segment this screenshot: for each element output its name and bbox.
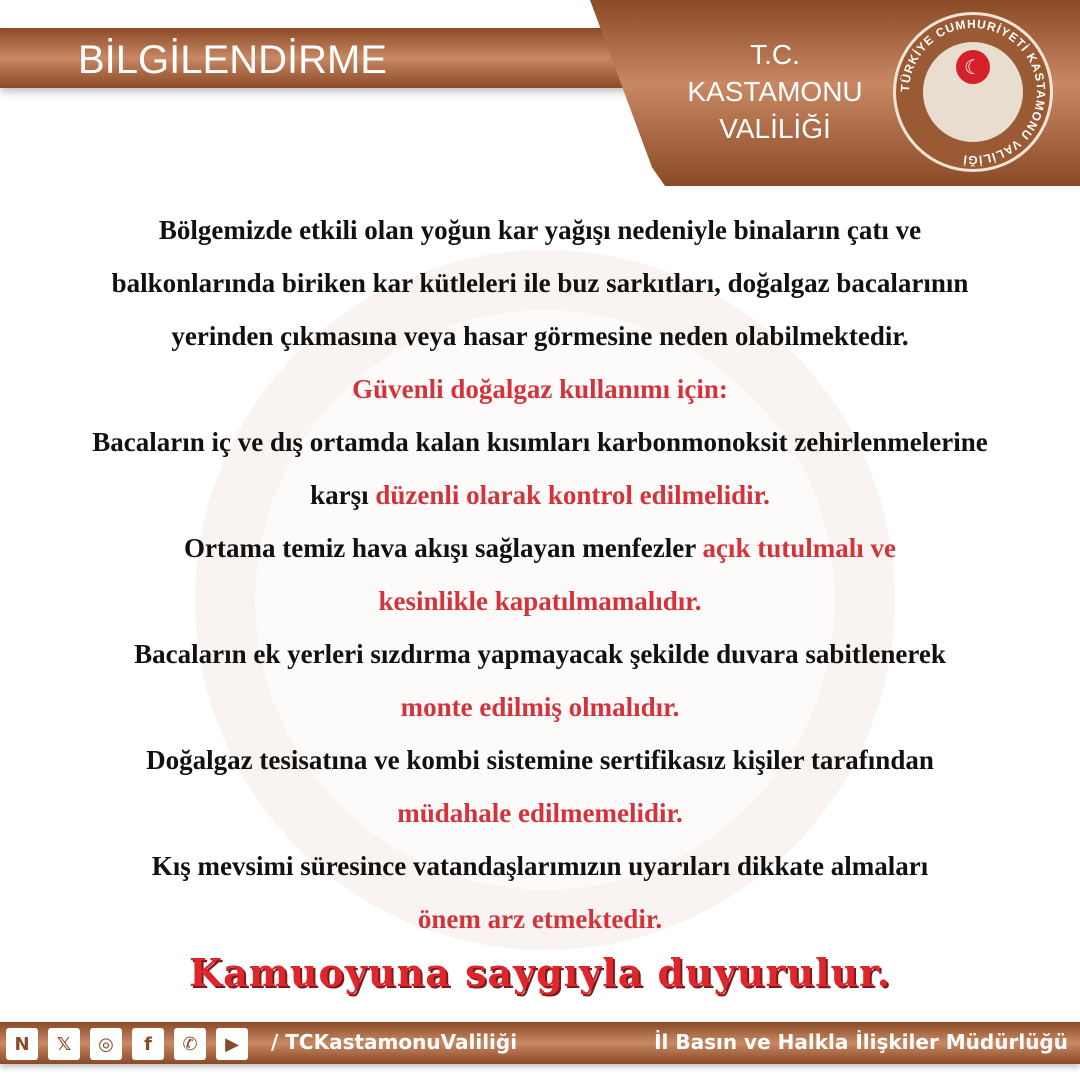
social-icons: [6, 1028, 248, 1060]
org-name: [660, 36, 890, 147]
org-line-2: KASTAMONU: [687, 76, 863, 107]
body-line: [0, 207, 1080, 260]
body-line: [0, 313, 1080, 366]
body-text: Ortama temiz hava akışı sağlayan menfezler: [184, 533, 703, 563]
body-line: [0, 525, 1080, 578]
highlight-text: müdahale edilmemelidir.: [397, 798, 683, 828]
body-text: Kış mevsimi süresince vatandaşlarımızın uyarıları dikkate almaları: [151, 851, 929, 881]
body-line: [0, 737, 1080, 790]
org-line-3: VALİLİĞİ: [719, 113, 831, 144]
body-text: yerinden çıkmasına veya hasar görmesine neden olabilmektedir.: [171, 321, 909, 351]
body-line: [0, 896, 1080, 949]
body-line: [0, 790, 1080, 843]
org-line-1: T.C.: [750, 39, 800, 70]
highlight-text: monte edilmiş olmalıdır.: [400, 692, 680, 722]
facebook-icon[interactable]: f: [132, 1028, 164, 1060]
youtube-icon[interactable]: ▶: [216, 1028, 248, 1060]
highlight-text: açık tutulmalı ve: [702, 533, 896, 563]
announcement-body: [0, 207, 1080, 949]
body-text: Bacaların ek yerleri sızdırma yapmayacak şekilde duvara sabitlenerek: [134, 639, 946, 669]
body-line: [0, 843, 1080, 896]
highlight-text: Güvenli doğalgaz kullanımı için:: [352, 374, 728, 404]
body-line: [0, 260, 1080, 313]
body-text: Bacaların iç ve dış ortamda kalan kısımları karbonmonoksit zehirlenmelerine: [92, 427, 988, 457]
instagram-icon[interactable]: ◎: [90, 1028, 122, 1060]
body-text: balkonlarında biriken kar kütleleri ile buz sarkıtları, doğalgaz bacalarının: [111, 268, 969, 298]
body-text: Bölgemizde etkili olan yoğun kar yağışı nedeniyle binaların çatı ve: [158, 215, 922, 245]
body-line: [0, 631, 1080, 684]
crescent-star-icon: ☾: [956, 50, 990, 84]
body-text: Doğalgaz tesisatına ve kombi sistemine sertifikasız kişiler tarafından: [146, 745, 934, 775]
body-line: [0, 366, 1080, 419]
page-title: BİLGİLENDİRME: [78, 38, 387, 82]
highlight-text: kesinlikle kapatılmamalıdır.: [378, 586, 702, 616]
body-line: [0, 684, 1080, 737]
closing-statement: Kamuoyuna saygıyla duyurulur.: [189, 950, 891, 995]
body-line: [0, 578, 1080, 631]
body-line: [0, 419, 1080, 472]
x-icon[interactable]: 𝕏: [48, 1028, 80, 1060]
department-name: İl Basın ve Halkla İlişkiler Müdürlüğü: [654, 1030, 1068, 1054]
social-handle[interactable]: / TCKastamonuValiliği: [271, 1030, 518, 1054]
body-text: karşı: [310, 480, 376, 510]
highlight-text: önem arz etmektedir.: [417, 904, 663, 934]
seal-text: [893, 12, 1053, 172]
nsosyal-icon[interactable]: N: [6, 1028, 38, 1060]
body-line: [0, 472, 1080, 525]
whatsapp-icon[interactable]: ✆: [174, 1028, 206, 1060]
svg-text:TÜRKİYE CUMHURİYETİ KASTAMONU: TÜRKİYE CUMHURİYETİ KASTAMONU VALİLİĞİ: [897, 16, 1049, 168]
highlight-text: düzenli olarak kontrol edilmelidir.: [375, 480, 770, 510]
